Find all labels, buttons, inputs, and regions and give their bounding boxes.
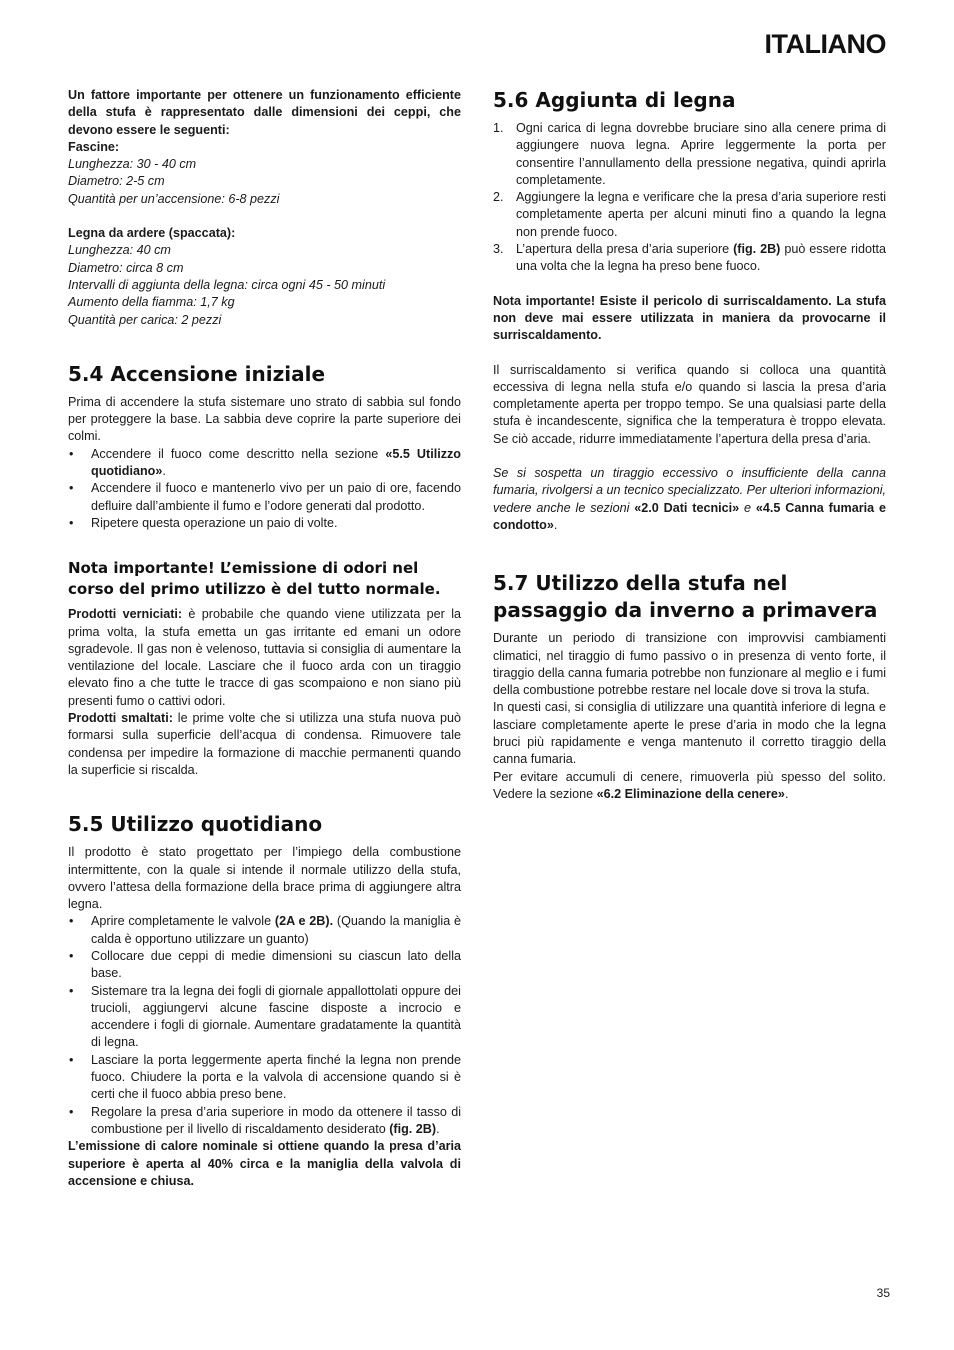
section-5-6-title: 5.6 Aggiunta di legna — [493, 88, 736, 112]
section-5-5-title: 5.5 Utilizzo quotidiano — [68, 812, 323, 837]
intro-paragraph: Un fattore importante per ottenere un funzionamento efficiente della stufa è rappresentato dalle dimensioni dei ceppi, che devono essere le seguenti: — [68, 88, 461, 137]
overheating-warning: Nota importante! Esiste il pericolo di surriscaldamento. La stufa non deve mai essere utilizzata in maniera da provocarne il surriscaldamento. — [493, 293, 886, 343]
section-5-7-paragraph-3: Per evitare accumuli di cenere, rimuoverla più spesso del solito. Vedere la sezione «6.2 Eliminazione della cenere». — [493, 769, 886, 801]
list-item: • Sistemare tra la legna dei fogli di giornale appallottolati oppure dei trucioli, aggiungervi alcune fascine disposte a incrocio e accendere i fogli di giornale. Aumentare gradatamente la quantità di legna. — [68, 983, 461, 1052]
list-item: • Lasciare la porta leggermente aperta finché la legna non prende fuoco. Chiudere la porta e la valvola di accensione quando si è certi che il fuoco abbia preso bene. — [68, 1052, 461, 1104]
section-5-4-paragraph: Prima di accendere la stufa sistemare uno strato di sabbia sul fondo per proteggere la base. La sabbia deve coprire la parte superiore dei colmi. — [68, 394, 461, 444]
fascine-quantity: Quantità per un’accensione: 6-8 pezzi — [68, 191, 280, 206]
section-5-7-title: 5.7 Utilizzo della stufa nel passaggio da inverno a primavera — [493, 571, 878, 623]
section-5-5-list — [68, 913, 461, 1138]
section-5-4-list — [68, 446, 461, 532]
legna-length: Lunghezza: 40 cm — [68, 243, 171, 258]
list-item: 3. L’apertura della presa d’aria superiore (fig. 2B) può essere ridotta una volta che la legna ha preso bene fuoco. — [493, 242, 886, 274]
prodotti-verniciati-paragraph: Prodotti verniciati: è probabile che quando viene utilizzata per la prima volta, la stufa emetta un gas irritante ed emani un odore sgradevole. Il gas non è velenoso, tuttavia si consiglia di aumentare la ventilazione del locale. Lasciare che il fuoco arda con un tiraggio elevato fino a che tutte le tracce di gas scompaiono e non siano più presenti fumo o cattivi odori. — [68, 607, 461, 708]
list-item: • Ripetere questa operazione un paio di volte. — [68, 515, 461, 532]
fascine-length: Lunghezza: 30 - 40 cm — [68, 157, 197, 172]
list-item: 1. Ogni carica di legna dovrebbe bruciare sino alla cenere prima di aggiungere nuova legna. Aprire leggermente la porta per consentire l’annullamento della pressione negativa, quindi aprirla completamente. — [493, 121, 886, 187]
section-5-6-list — [493, 120, 886, 276]
nota-importante-title: Nota importante! L’emissione di odori nel corso del primo utilizzo è del tutto normale. — [68, 559, 441, 599]
left-column — [68, 87, 461, 1190]
section-5-7-paragraph-2: In questi casi, si consiglia di utilizzare una quantità inferiore di legna e lasciare completamente aperte le prese d’aria in modo che la legna bruci più rapidamente e venga mantenuto il corretto tiraggio della canna fumaria. — [493, 700, 886, 767]
chimney-draft-note: Se si sospetta un tiraggio eccessivo o insufficiente della canna fumaria, rivolgersi a un tecnico specializzato. Per ulteriori informazioni, vedere anche le sezioni «2.0 Dati tecnici» e «4.5 Canna fumaria e condotto». — [493, 466, 886, 532]
right-column — [493, 87, 886, 803]
section-5-4-title: 5.4 Accensione iniziale — [68, 361, 326, 386]
prodotti-smaltati-paragraph: Prodotti smaltati: le prime volte che si utilizza una stufa nuova può formarsi sulla superficie dell’acqua di condensa. Rimuovere tale condensa per impedire la formazione di macchie permanenti quando la superficie si riscalda. — [68, 711, 461, 777]
list-item: • Aprire completamente le valvole (2A e 2B). (Quando la maniglia è calda è opportuno utilizzare un guanto) — [68, 913, 461, 948]
legna-quantity: Quantità per carica: 2 pezzi — [68, 312, 222, 327]
section-5-5-closing: L’emissione di calore nominale si ottiene quando la presa d’aria superiore è aperta al 40% circa e la maniglia della valvola di accensione e chiusa. — [68, 1139, 461, 1188]
section-5-5-paragraph: Il prodotto è stato progettato per l’impiego della combustione intermittente, con la quale si intende il normale utilizzo della stufa, ovvero l’attesa della formazione della brace prima di aggiungere altra legna. — [68, 845, 461, 912]
language-header: ITALIANO — [764, 29, 886, 59]
legna-interval: Intervalli di aggiunta della legna: circa ogni 45 - 50 minuti — [68, 277, 386, 292]
list-item: 2. Aggiungere la legna e verificare che la presa d’aria superiore resti completamente aperta per alcuni minuti fino a quando la legna non prende fuoco. — [493, 190, 886, 239]
list-item: • Accendere il fuoco come descritto nella sezione «5.5 Utilizzo quotidiano». — [68, 446, 461, 481]
list-item: • Accendere il fuoco e mantenerlo vivo per un paio di ore, facendo defluire dall’ambiente il fumo e l’odore generati dal prodotto. — [68, 480, 461, 515]
legna-flame: Aumento della fiamma: 1,7 kg — [68, 295, 235, 310]
legna-title: Legna da ardere (spaccata): — [68, 226, 236, 241]
overheating-paragraph: Il surriscaldamento si verifica quando si colloca una quantità eccessiva di legna nella stufa e/o quando si lascia la presa d’aria completamente aperta per troppo tempo. Se una qualsiasi parte della stufa è incandescente, significa che la temperatura è troppo elevata. Se ciò accade, ridurre immediatamente l’apertura della presa d’aria. — [493, 362, 886, 446]
list-item: • Regolare la presa d’aria superiore in modo da ottenere il tasso di combustione per il livello di riscaldamento desiderato (fig. 2B). — [68, 1104, 461, 1139]
legna-diameter: Diametro: circa 8 cm — [68, 260, 184, 275]
page-number: 35 — [876, 1286, 890, 1300]
section-5-7-paragraph-1: Durante un periodo di transizione con improvvisi cambiamenti climatici, nel tiraggio di fumo passivo o in presenza di vento forte, il tiraggio della canna fumaria potrebbe non funzionare al meglio e i fumi della combustione potrebbe restare nel locale dove si trova la stufa. — [493, 631, 886, 698]
fascine-title: Fascine: — [68, 139, 120, 154]
fascine-diameter: Diametro: 2-5 cm — [68, 174, 165, 189]
list-item: • Collocare due ceppi di medie dimensioni su ciascun lato della base. — [68, 948, 461, 983]
